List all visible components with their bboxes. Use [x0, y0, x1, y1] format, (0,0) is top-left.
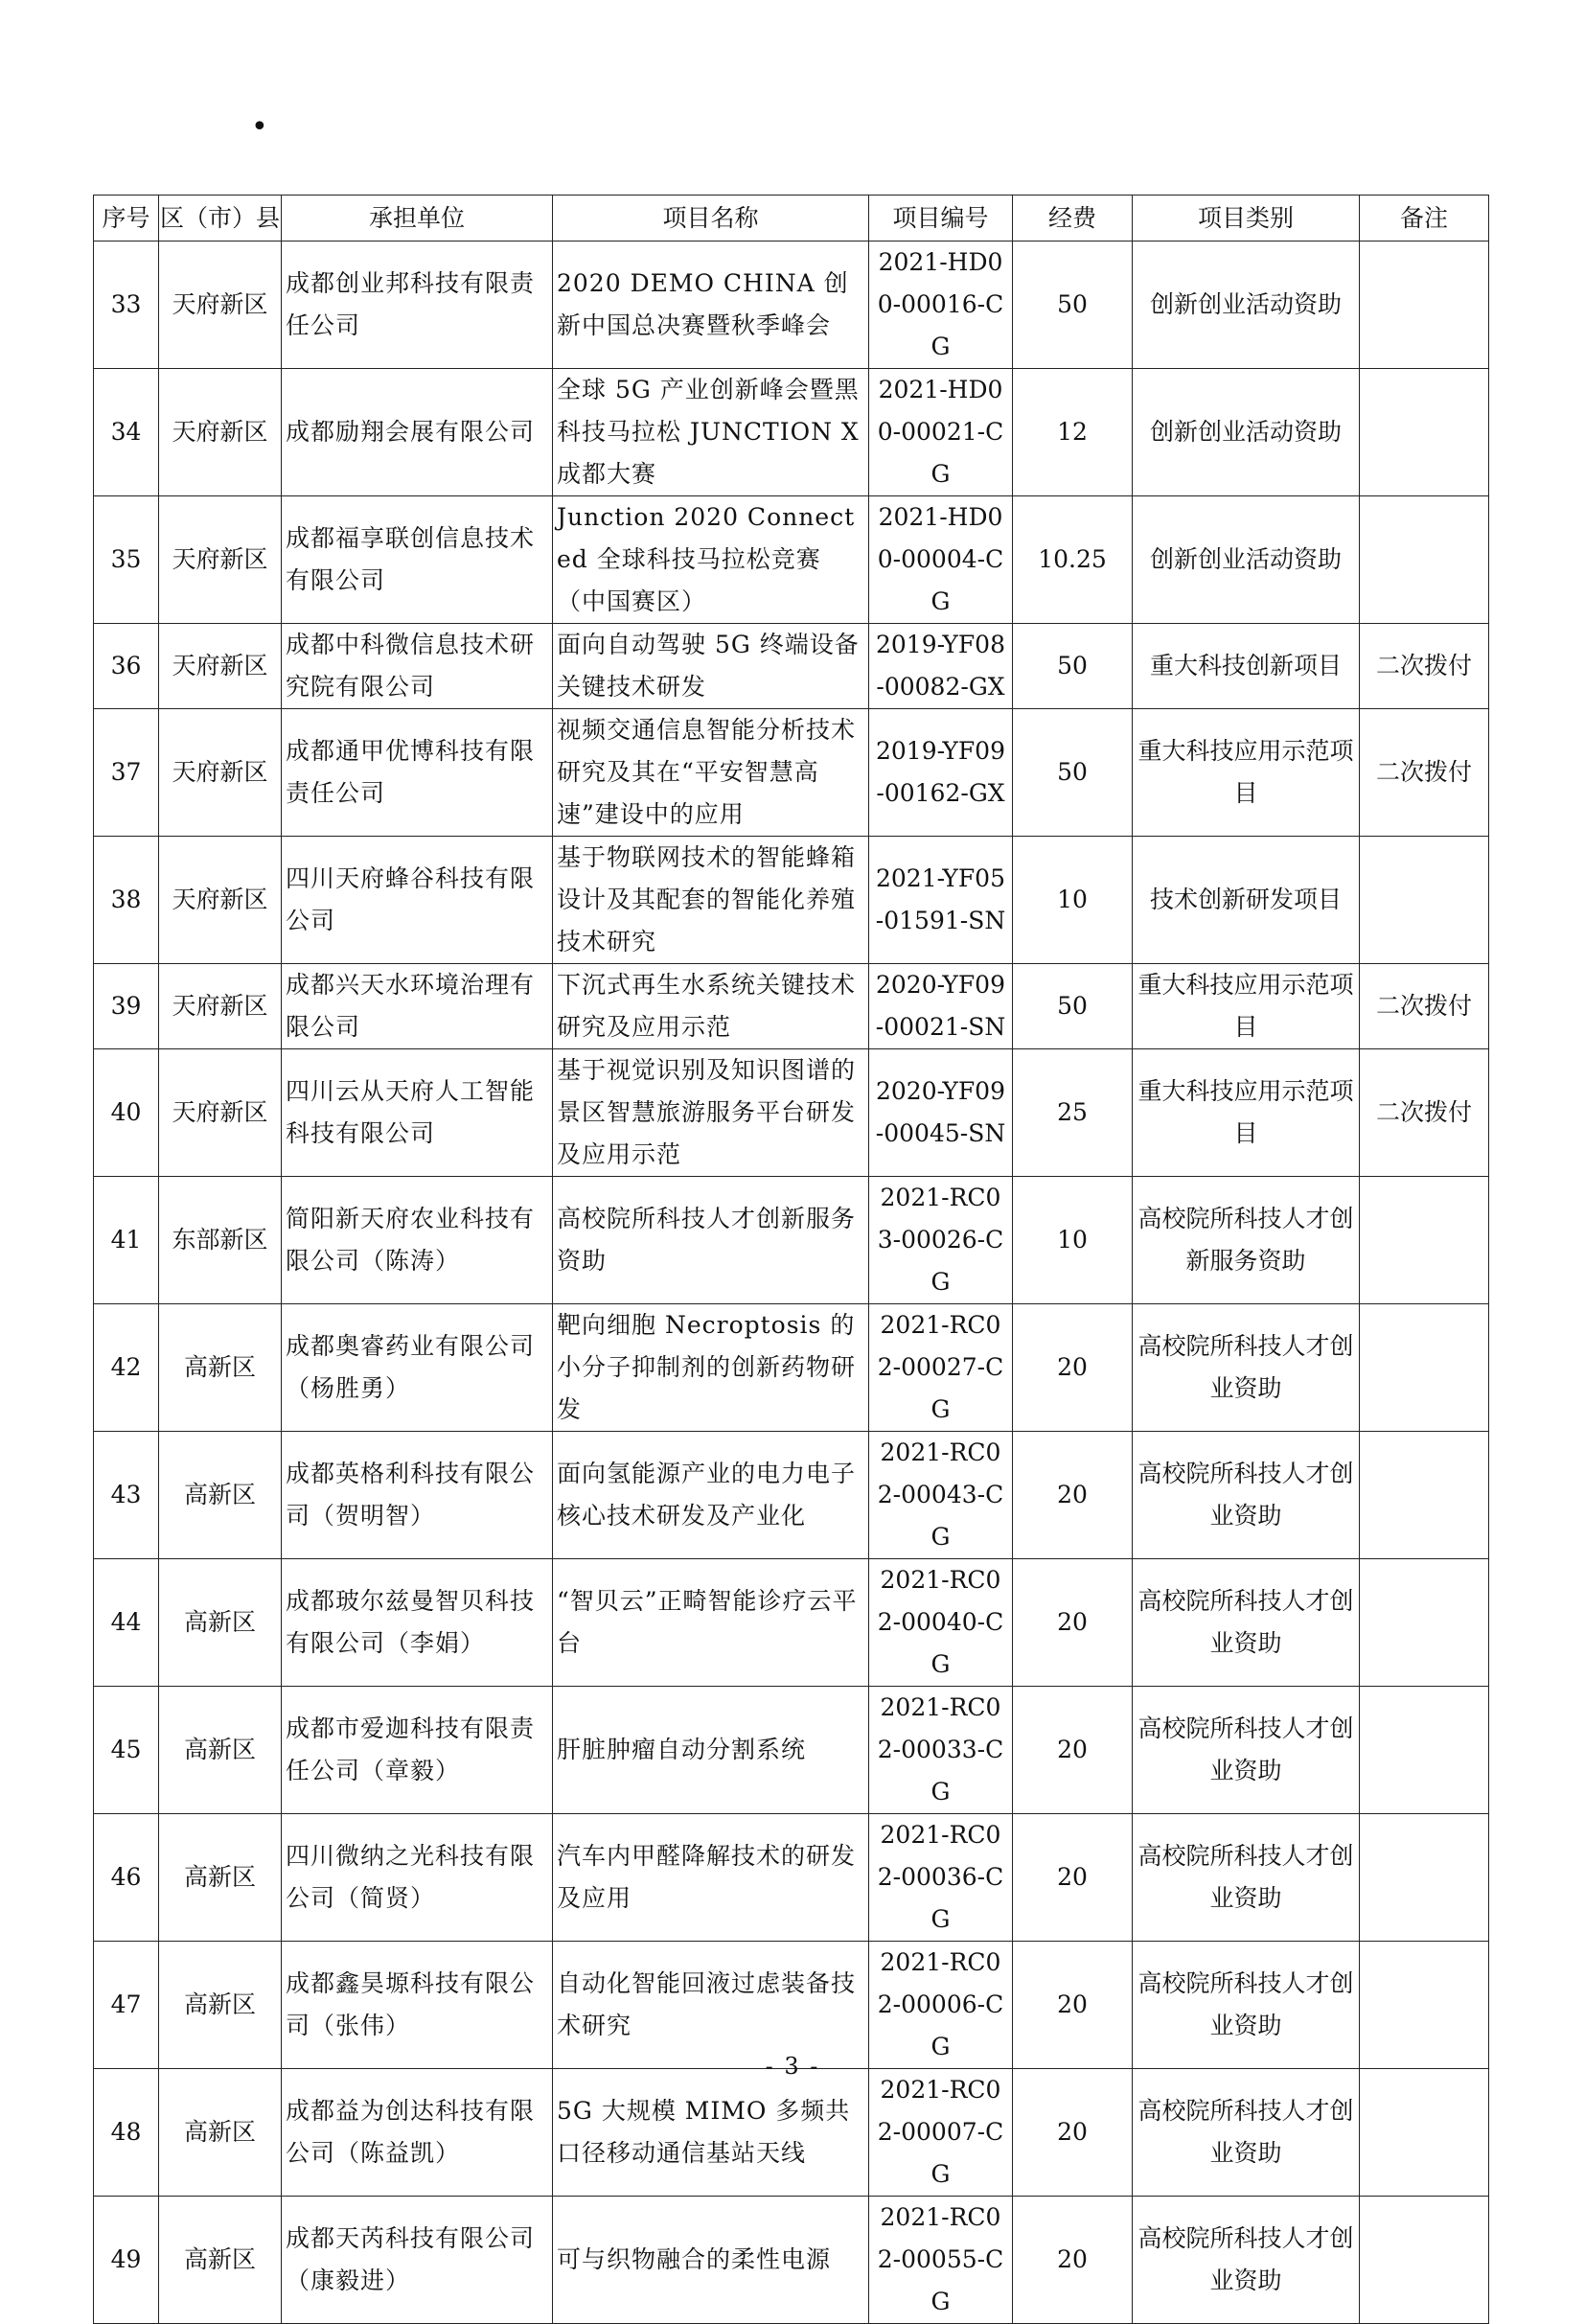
cell-seq: 33: [94, 242, 159, 369]
cell-remark: [1360, 1814, 1489, 1942]
cell-seq: 45: [94, 1687, 159, 1814]
cell-category: 高校院所科技人才创业资助: [1133, 1942, 1360, 2069]
header-row: [94, 196, 1489, 242]
cell-project-name: 5G 大规模 MIMO 多频共口径移动通信基站天线: [553, 2069, 869, 2197]
cell-project-name: 下沉式再生水系统关键技术研究及应用示范: [553, 964, 869, 1049]
cell-code: 2019-YF08-00082-GX: [869, 624, 1013, 709]
cell-unit: 成都通甲优博科技有限责任公司: [282, 709, 553, 837]
table-row: [94, 837, 1489, 964]
cell-project-name: 视频交通信息智能分析技术研究及其在“平安智慧高速”建设中的应用: [553, 709, 869, 837]
cell-remark: 二次拨付: [1360, 964, 1489, 1049]
cell-remark: [1360, 1559, 1489, 1687]
cell-unit: 成都创业邦科技有限责任公司: [282, 242, 553, 369]
cell-project-name: 肝脏肿瘤自动分割系统: [553, 1687, 869, 1814]
cell-code: 2020-YF09-00021-SN: [869, 964, 1013, 1049]
cell-remark: [1360, 242, 1489, 369]
cell-unit: 成都英格利科技有限公司（贺明智）: [282, 1432, 553, 1559]
cell-category: 高校院所科技人才创业资助: [1133, 1687, 1360, 1814]
cell-remark: [1360, 837, 1489, 964]
cell-code: 2020-YF09-00045-SN: [869, 1049, 1013, 1177]
cell-remark: [1360, 1432, 1489, 1559]
cell-category: 高校院所科技人才创新服务资助: [1133, 1177, 1360, 1304]
cell-seq: 40: [94, 1049, 159, 1177]
col-header-remark: 备注: [1360, 196, 1489, 242]
table-row: [94, 1942, 1489, 2069]
table-row: [94, 1814, 1489, 1942]
cell-funding: 10: [1013, 1177, 1133, 1304]
cell-funding: 50: [1013, 709, 1133, 837]
table-row: [94, 1177, 1489, 1304]
cell-funding: 20: [1013, 1432, 1133, 1559]
col-header-district: 区（市）县: [159, 196, 282, 242]
cell-district: 天府新区: [159, 964, 282, 1049]
cell-project-name: “智贝云”正畸智能诊疗云平台: [553, 1559, 869, 1687]
cell-remark: 二次拨付: [1360, 709, 1489, 837]
cell-seq: 41: [94, 1177, 159, 1304]
cell-code: 2021-RC03-00026-CG: [869, 1177, 1013, 1304]
table-row: [94, 624, 1489, 709]
cell-remark: [1360, 496, 1489, 624]
cell-project-name: 靶向细胞 Necroptosis 的小分子抑制剂的创新药物研发: [553, 1304, 869, 1432]
col-header-funding: 经费: [1013, 196, 1133, 242]
cell-unit: 成都奥睿药业有限公司（杨胜勇）: [282, 1304, 553, 1432]
cell-funding: 20: [1013, 2069, 1133, 2197]
cell-seq: 43: [94, 1432, 159, 1559]
cell-district: 高新区: [159, 2069, 282, 2197]
cell-category: 高校院所科技人才创业资助: [1133, 1432, 1360, 1559]
cell-seq: 39: [94, 964, 159, 1049]
cell-funding: 20: [1013, 1687, 1133, 1814]
cell-project-name: 面向自动驾驶 5G 终端设备关键技术研发: [553, 624, 869, 709]
page-number: - 3 -: [765, 2053, 820, 2080]
cell-district: 天府新区: [159, 837, 282, 964]
cell-project-name: 可与织物融合的柔性电源: [553, 2197, 869, 2324]
project-table: [93, 195, 1489, 2324]
cell-district: 高新区: [159, 2197, 282, 2324]
cell-district: 天府新区: [159, 709, 282, 837]
cell-code: 2021-HD00-00004-CG: [869, 496, 1013, 624]
cell-code: 2021-RC02-00040-CG: [869, 1559, 1013, 1687]
table-row: [94, 964, 1489, 1049]
table-row: [94, 242, 1489, 369]
cell-seq: 48: [94, 2069, 159, 2197]
cell-category: 创新创业活动资助: [1133, 242, 1360, 369]
cell-district: 东部新区: [159, 1177, 282, 1304]
cell-seq: 47: [94, 1942, 159, 2069]
cell-project-name: 2020 DEMO CHINA 创新中国总决赛暨秋季峰会: [553, 242, 869, 369]
cell-category: 重大科技应用示范项目: [1133, 1049, 1360, 1177]
cell-project-name: 基于视觉识别及知识图谱的景区智慧旅游服务平台研发及应用示范: [553, 1049, 869, 1177]
cell-category: 高校院所科技人才创业资助: [1133, 1814, 1360, 1942]
cell-unit: 成都鑫昊塬科技有限公司（张伟）: [282, 1942, 553, 2069]
cell-code: 2021-YF05-01591-SN: [869, 837, 1013, 964]
cell-category: 创新创业活动资助: [1133, 496, 1360, 624]
cell-unit: 成都天芮科技有限公司（康毅进）: [282, 2197, 553, 2324]
cell-category: 高校院所科技人才创业资助: [1133, 1559, 1360, 1687]
cell-funding: 25: [1013, 1049, 1133, 1177]
table-row: [94, 1049, 1489, 1177]
cell-remark: [1360, 2069, 1489, 2197]
cell-unit: 四川天府蜂谷科技有限公司: [282, 837, 553, 964]
cell-funding: 10.25: [1013, 496, 1133, 624]
cell-code: 2021-RC02-00043-CG: [869, 1432, 1013, 1559]
cell-remark: [1360, 2197, 1489, 2324]
cell-seq: 34: [94, 369, 159, 496]
cell-code: 2021-HD00-00021-CG: [869, 369, 1013, 496]
cell-remark: [1360, 1942, 1489, 2069]
cell-unit: 四川云从天府人工智能科技有限公司: [282, 1049, 553, 1177]
cell-category: 重大科技创新项目: [1133, 624, 1360, 709]
table-row: [94, 1432, 1489, 1559]
table-row: [94, 1687, 1489, 1814]
cell-district: 天府新区: [159, 496, 282, 624]
cell-code: 2021-HD00-00016-CG: [869, 242, 1013, 369]
table-row: [94, 2197, 1489, 2324]
cell-district: 高新区: [159, 1687, 282, 1814]
cell-code: 2021-RC02-00027-CG: [869, 1304, 1013, 1432]
cell-unit: 成都励翔会展有限公司: [282, 369, 553, 496]
cell-unit: 成都福享联创信息技术有限公司: [282, 496, 553, 624]
cell-district: 天府新区: [159, 369, 282, 496]
col-header-category: 项目类别: [1133, 196, 1360, 242]
cell-funding: 20: [1013, 1942, 1133, 2069]
table-row: [94, 709, 1489, 837]
col-header-unit: 承担单位: [282, 196, 553, 242]
cell-district: 高新区: [159, 1304, 282, 1432]
cell-seq: 35: [94, 496, 159, 624]
cell-remark: [1360, 1304, 1489, 1432]
cell-funding: 20: [1013, 1814, 1133, 1942]
col-header-name: 项目名称: [553, 196, 869, 242]
cell-funding: 20: [1013, 1304, 1133, 1432]
cell-unit: 成都中科微信息技术研究院有限公司: [282, 624, 553, 709]
table-row: [94, 369, 1489, 496]
cell-project-name: 全球 5G 产业创新峰会暨黑科技马拉松 JUNCTION X 成都大赛: [553, 369, 869, 496]
cell-project-name: 汽车内甲醛降解技术的研发及应用: [553, 1814, 869, 1942]
cell-code: 2021-RC02-00036-CG: [869, 1814, 1013, 1942]
cell-category: 高校院所科技人才创业资助: [1133, 1304, 1360, 1432]
cell-district: 高新区: [159, 1559, 282, 1687]
table-row: [94, 1304, 1489, 1432]
cell-seq: 49: [94, 2197, 159, 2324]
cell-remark: 二次拨付: [1360, 1049, 1489, 1177]
cell-unit: 成都市爱迦科技有限责任公司（章毅）: [282, 1687, 553, 1814]
cell-district: 高新区: [159, 1432, 282, 1559]
table-row: [94, 496, 1489, 624]
cell-category: 高校院所科技人才创业资助: [1133, 2069, 1360, 2197]
cell-category: 高校院所科技人才创业资助: [1133, 2197, 1360, 2324]
cell-seq: 37: [94, 709, 159, 837]
cell-seq: 36: [94, 624, 159, 709]
cell-district: 天府新区: [159, 624, 282, 709]
cell-code: 2021-RC02-00006-CG: [869, 1942, 1013, 2069]
cell-funding: 50: [1013, 624, 1133, 709]
cell-project-name: 基于物联网技术的智能蜂箱设计及其配套的智能化养殖技术研究: [553, 837, 869, 964]
col-header-seq: 序号: [94, 196, 159, 242]
cell-unit: 成都益为创达科技有限公司（陈益凯）: [282, 2069, 553, 2197]
cell-project-name: 高校院所科技人才创新服务资助: [553, 1177, 869, 1304]
cell-district: 天府新区: [159, 242, 282, 369]
cell-project-name: Junction 2020 Connected 全球科技马拉松竞赛（中国赛区）: [553, 496, 869, 624]
cell-unit: 四川微纳之光科技有限公司（简贤）: [282, 1814, 553, 1942]
cell-unit: 成都兴天水环境治理有限公司: [282, 964, 553, 1049]
cell-remark: [1360, 1177, 1489, 1304]
cell-funding: 10: [1013, 837, 1133, 964]
cell-seq: 38: [94, 837, 159, 964]
cell-unit: 成都玻尔兹曼智贝科技有限公司（李娟）: [282, 1559, 553, 1687]
cell-funding: 50: [1013, 964, 1133, 1049]
cell-district: 天府新区: [159, 1049, 282, 1177]
bullet-mark: •: [251, 110, 268, 144]
cell-code: 2019-YF09-00162-GX: [869, 709, 1013, 837]
cell-funding: 20: [1013, 2197, 1133, 2324]
col-header-code: 项目编号: [869, 196, 1013, 242]
table-row: [94, 1559, 1489, 1687]
cell-project-name: 自动化智能回液过虑装备技术研究: [553, 1942, 869, 2069]
cell-remark: 二次拨付: [1360, 624, 1489, 709]
cell-category: 创新创业活动资助: [1133, 369, 1360, 496]
cell-code: 2021-RC02-00055-CG: [869, 2197, 1013, 2324]
table-row: [94, 2069, 1489, 2197]
cell-funding: 20: [1013, 1559, 1133, 1687]
cell-code: 2021-RC02-00033-CG: [869, 1687, 1013, 1814]
cell-category: 重大科技应用示范项目: [1133, 964, 1360, 1049]
cell-seq: 42: [94, 1304, 159, 1432]
cell-seq: 44: [94, 1559, 159, 1687]
cell-funding: 50: [1013, 242, 1133, 369]
cell-category: 技术创新研发项目: [1133, 837, 1360, 964]
cell-category: 重大科技应用示范项目: [1133, 709, 1360, 837]
cell-funding: 12: [1013, 369, 1133, 496]
cell-seq: 46: [94, 1814, 159, 1942]
cell-unit: 简阳新天府农业科技有限公司（陈涛）: [282, 1177, 553, 1304]
cell-remark: [1360, 1687, 1489, 1814]
cell-district: 高新区: [159, 1814, 282, 1942]
cell-project-name: 面向氢能源产业的电力电子核心技术研发及产业化: [553, 1432, 869, 1559]
cell-remark: [1360, 369, 1489, 496]
cell-district: 高新区: [159, 1942, 282, 2069]
cell-code: 2021-RC02-00007-CG: [869, 2069, 1013, 2197]
